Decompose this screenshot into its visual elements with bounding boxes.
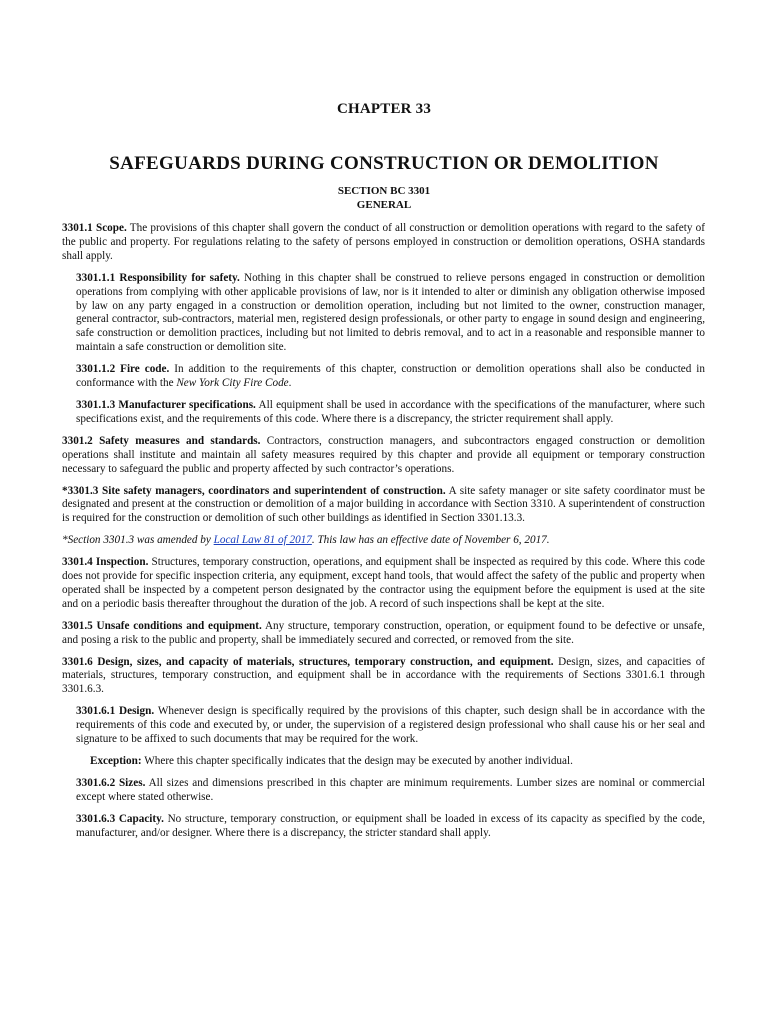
paragraph-text: No structure, temporary construction, or equipment shall be loaded in excess of its capacity as specified by the code, manufacturer, and/or designer. Where there is a discrepancy, the stricter standard shall apply. — [76, 812, 706, 839]
paragraph-text: Nothing in this chapter shall be construed to relieve persons engaged in construction or demolition operations from complying with other applicable provisions of law, nor is it intended to alter or diminish any obligation otherwise imposed by law on any party engaged in a construction or demolition operation, including but not limited to the owner, construction manager, general contractor, sub-contractors, material men, registered design professionals, or other party to engage in sound design and engineering, safe construction or demolition practices, including but not limited to debris removal, and to act in a reasonable and responsible manner to maintain a safe construction or demolition site. — [76, 271, 706, 354]
paragraph-heading: 3301.4 Inspection. — [62, 556, 149, 569]
paragraph-text: Whenever design is specifically required by the provisions of this chapter, such design shall be in accordance with the requirements of this code and executed by, or under, the supervision of a registered design professional who shall cause his or her seal and signature to be affixed to such documents that may be required for the work. — [76, 705, 705, 746]
paragraph-heading: 3301.1.1 Responsibility for safety. — [76, 271, 240, 284]
paragraph-heading: 3301.2 Safety measures and standards. — [62, 434, 261, 447]
note-text-end: . This law has an effective date of November 6, 2017. — [311, 534, 550, 547]
fire-code-reference: New York City Fire Code — [176, 377, 289, 390]
paragraph-text: All sizes and dimensions prescribed in this chapter are minimum requirements. Lumber sizes are nominal or commercial except where stated otherwise. — [76, 776, 705, 803]
paragraph-3301-1 — [62, 222, 705, 264]
paragraph-text: Design, sizes, and capacities of materials, structures, temporary construction, and equipment shall be in accordance with the requirements of Sections 3301.6.1 through 3301.6.3. — [62, 655, 706, 696]
paragraph-3301-1-2 — [76, 363, 705, 391]
paragraph-3301-6-3 — [76, 813, 705, 841]
section-id — [0, 184, 768, 212]
paragraph-3301-5 — [62, 620, 705, 648]
paragraph-3301-3 — [62, 485, 705, 527]
exception-label: Exception: — [90, 755, 142, 767]
paragraph-heading: 3301.6.2 Sizes. — [76, 776, 146, 789]
exception-text: Where this chapter specifically indicates that the design may be executed by another individual. — [144, 755, 573, 767]
paragraph-text: In addition to the requirements of this chapter, construction or demolition operations shall also be conducted in conformance with the — [76, 363, 706, 390]
paragraph-3301-2 — [62, 435, 705, 477]
paragraph-heading: 3301.6.1 Design. — [76, 705, 155, 718]
paragraph-heading: 3301.1.2 Fire code. — [76, 363, 170, 376]
local-law-link[interactable]: Local Law 81 of 2017 — [213, 534, 312, 547]
paragraph-3301-6-1 — [76, 705, 705, 747]
chapter-heading: CHAPTER 33 — [336, 101, 432, 117]
paragraph-text: All equipment shall be used in accordance with the specifications of the manufacturer, where such specifications exist, and the requirements of this code. Where there is a discrepancy, the stricter requirement shall apply. — [76, 398, 705, 425]
paragraph-heading: 3301.6 Design, sizes, and capacity of materials, structures, temporary construction, and equipment. — [62, 655, 554, 668]
paragraph-tail: . — [288, 377, 292, 390]
paragraph-text: Any structure, temporary construction, operation, or equipment found to be defective or unsafe, and posing a risk to the public and property, shall be immediately secured and corrected, or removed from the site. — [62, 619, 705, 646]
paragraph-3301-6 — [62, 656, 705, 698]
paragraph-3301-6-2 — [76, 777, 705, 805]
section-number: SECTION BC 3301 — [337, 185, 431, 197]
paragraph-heading: 3301.1 Scope. — [62, 222, 127, 234]
amendment-note — [62, 534, 705, 548]
paragraph-text: A site safety manager or site safety coordinator must be designated and present at the construction or demolition of a major building in accordance with Section 3310. A superintendent of construction is required for the construction or demolition of such other buildings as identified in Section 3301.13.3. — [62, 484, 705, 525]
paragraph-heading: 3301.5 Unsafe conditions and equipment. — [62, 619, 262, 632]
paragraph-heading: 3301.6.3 Capacity. — [76, 812, 164, 825]
paragraph-text: Structures, temporary construction, operations, and equipment shall be inspected as required by this code. Where this code does not provide for specific inspection criteria, any equipment, except hand tools, that would affect the safety of the public and property when operated shall be inspected by a competent person designated by the contractor using the equipment before the equipment is used at the site and on a periodic basis thereafter throughout the duration of the job. A record of such inspections shall be kept at the site. — [62, 556, 706, 610]
section-name: GENERAL — [356, 199, 412, 211]
note-text: *Section 3301.3 was amended by — [62, 534, 214, 547]
document-body — [62, 222, 705, 849]
paragraph-text: Contractors, construction managers, and subcontractors engaged construction or demolition operations shall institute and maintain all safety measures required by this chapter and provide all equipment or temporary construction necessary to safeguard the public and property affected by such contractor’s operations. — [62, 434, 705, 475]
paragraph-3301-1-3 — [76, 399, 705, 427]
page-title: SAFEGUARDS DURING CONSTRUCTION OR DEMOLITION — [109, 153, 659, 174]
exception-paragraph — [90, 755, 705, 769]
paragraph-text: The provisions of this chapter shall govern the conduct of all construction or demolition operations with regard to the safety of the public and property. For regulations relating to the safety of persons employed in construction or demolition operations, OSHA standards shall apply. — [62, 222, 705, 262]
paragraph-heading: *3301.3 Site safety managers, coordinators and superintendent of construction. — [62, 484, 446, 497]
paragraph-3301-1-1 — [76, 272, 705, 355]
paragraph-3301-4 — [62, 556, 705, 612]
paragraph-heading: 3301.1.3 Manufacturer specifications. — [76, 398, 256, 411]
